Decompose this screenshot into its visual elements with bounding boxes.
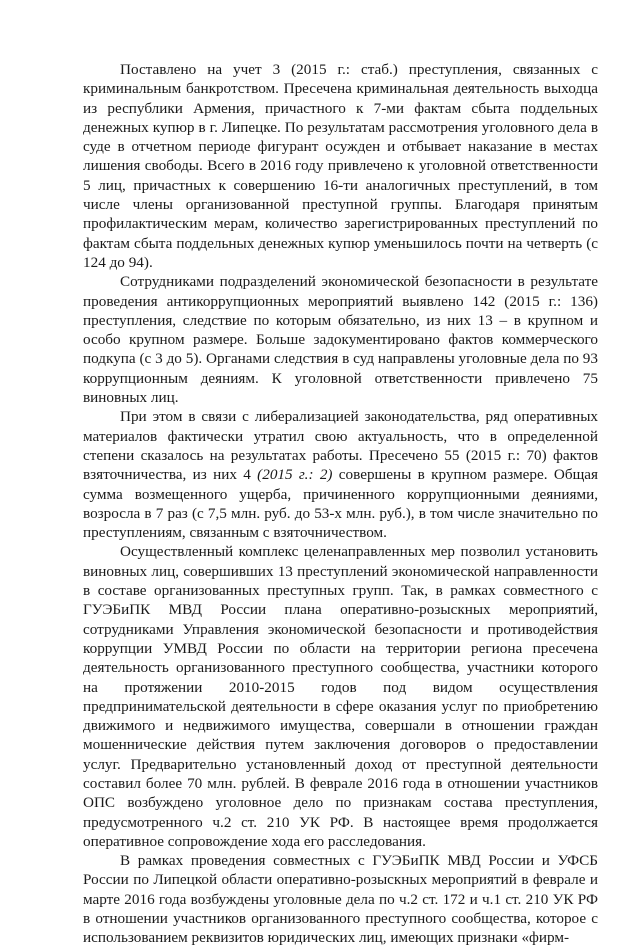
paragraph-joint-operations	[83, 851, 598, 947]
paragraph-anticorruption	[83, 272, 598, 407]
paragraph-bribery	[83, 407, 598, 542]
paragraph-text: В рамках проведения совместных с ГУЭБиПК МВД России и УФСБ России по Липецкой области оперативно-розыскных мероприятий в феврале и марте 2016 года возбуждены уголовные дела по ч.2 ст. 172 и ч.1 ст. 210 УК РФ в отношении участников организованного преступного сообщества, которое с использованием реквизитов юридических лиц, имеющих признаки «фирм-	[83, 852, 598, 947]
paragraph-text: При этом в связи с либерализацией законодательства, ряд оперативных материалов фактически утратил свою актуальность, что в определенной степени сказалось на результатах работы. Пресечено 55 (2015 г.: 70) фактов взяточничества, из них 4	[83, 408, 598, 484]
paragraph-italic-text: (2015 г.: 2)	[257, 466, 333, 484]
paragraph-counterfeit	[83, 60, 598, 272]
paragraph-text: Сотрудниками подразделений экономической безопасности в результате проведения антикоррупционных мероприятий выявлено 142 (2015 г.: 136) преступления, следствие по которым обязательно, из них 13 – в крупном и особо крупном размере. Больше задокументировано фактов коммерческого подкупа (с 3 до 5). Органами следствия в суд направлены уголовные дела по 93 коррупционным деяниям. К уголовной ответственности привлечено 75 виновных лиц.	[83, 273, 598, 407]
paragraph-text: совершены в крупном размере. Общая сумма возмещенного ущерба, причиненного коррупционными деяниями, возросла в 7 раз (с 7,5 млн. руб. до 53-х млн. руб.), в том числе значительно по преступлениям, связанным с взяточничеством.	[83, 466, 598, 542]
paragraph-text: Осуществленный комплекс целенаправленных мер позволил установить виновных лиц, совершивших 13 преступлений экономической направленности в составе организованных преступных групп. Так, в рамках совместного с ГУЭБиПК МВД России плана оперативно-розыскных мероприятий, сотрудниками Управления экономической безопасности и противодействия коррупции УМВД России по области на территории региона пресечена деятельность организованного преступного сообщества, участники которого на протяжении 2010-2015 годов под видом осуществления предпринимательской деятельности в сфере оказания услуг по приобретению движимого и недвижимого имущества, совершали в отношении граждан мошеннические действия путем заключения договоров о предоставлении услуг. Предварительно установленный доход от преступной деятельности составил более 70 млн. рублей. В феврале 2016 года в отношении участников ОПС возбуждено уголовное дело по признакам состава преступления, предусмотренного ч.2 ст. 210 УК РФ. В настоящее время продолжается оперативное сопровождение хода его расследования.	[83, 543, 598, 850]
document-body	[83, 60, 598, 948]
paragraph-organized-crime	[83, 542, 598, 851]
paragraph-text: Поставлено на учет 3 (2015 г.: стаб.) преступления, связанных с криминальным банкротством. Пресечена криминальная деятельность выходца из республики Армения, причастного к 7-ми фактам сбыта поддельных денежных купюр в г. Липецке. По результатам рассмотрения уголовного дела в суде в отчетном периоде фигурант осужден и отбывает наказание в местах лишения свободы. Всего в 2016 году привлечено к уголовной ответственности 5 лиц, причастных к совершению 16-ти аналогичных преступлений, в том числе члены организованной преступной группы. Благодаря принятым профилактическим мерам, количество зарегистрированных преступлений по фактам сбыта поддельных денежных купюр уменьшилось почти на четверть (с 124 до 94).	[83, 61, 598, 271]
